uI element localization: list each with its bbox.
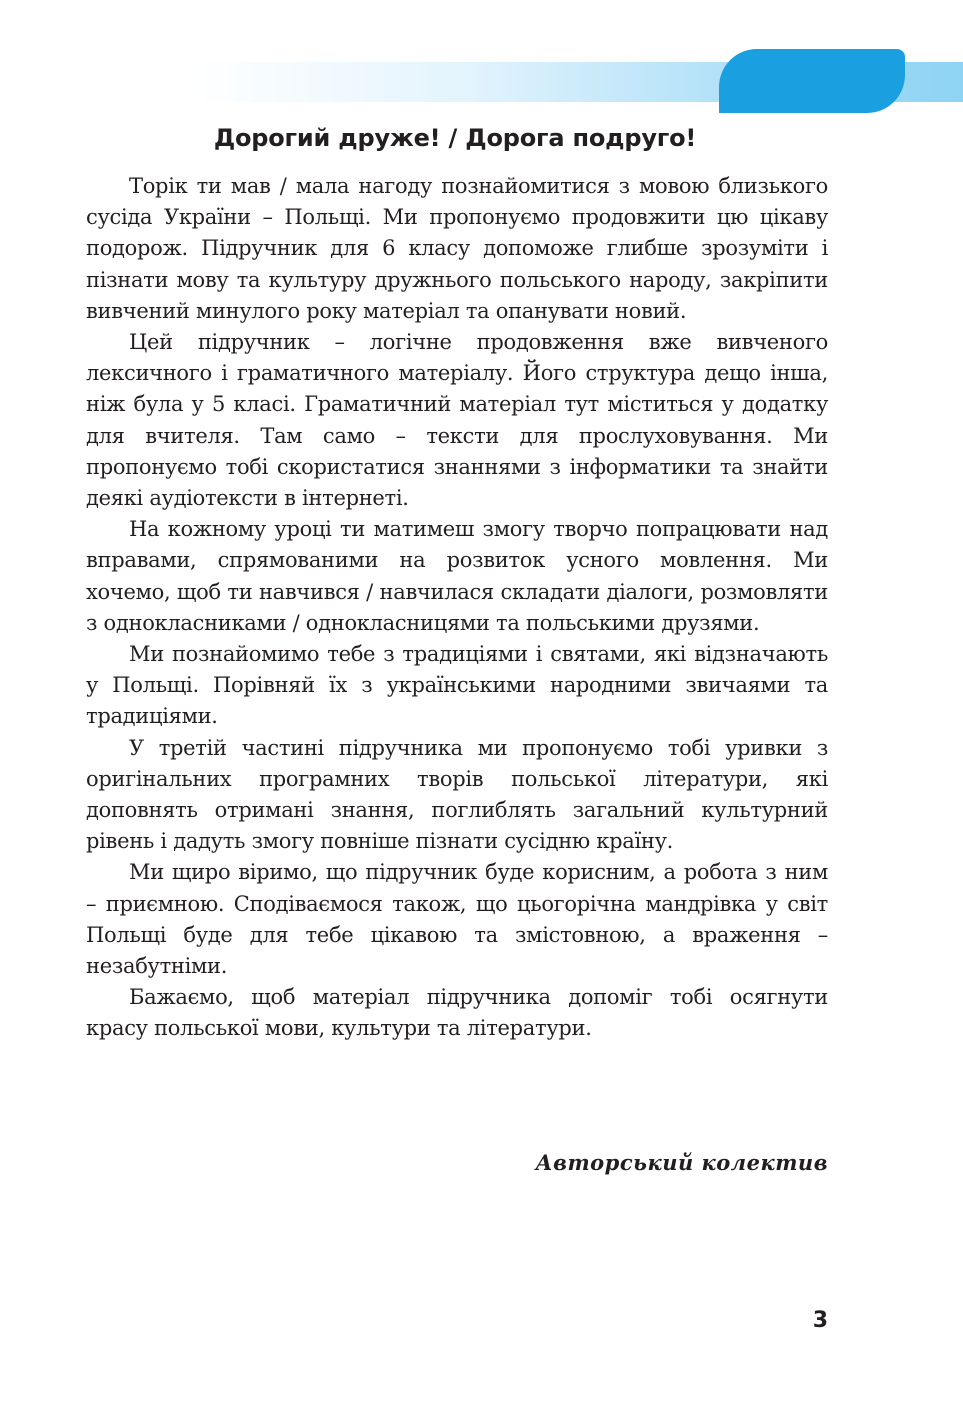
- signature: Авторський колектив: [535, 1150, 828, 1175]
- paragraph-6: Ми щиро віримо, що підручник буде корисним, а робота з ним – приємною. Сподіваємося також, що цьогорічна мандрівка у світ Польщі буде для тебе цікавою та змістовною, а враження – незабутніми.: [86, 860, 828, 979]
- page-number: 3: [812, 1308, 828, 1333]
- body-text: [86, 171, 828, 1045]
- paragraph-7: Бажаємо, щоб матеріал підручника допоміг тобі осягнути красу польської мови, культури та літератури.: [86, 985, 828, 1041]
- paragraph-2: Цей підручник – логічне продовження вже вивченого лексичного і граматичного матеріалу. Його структура дещо інша, ніж була у 5 класі. Граматичний матеріал тут міститься у додатку для вчителя. Там само – тексти для прослуховування. Ми пропонуємо тобі скористатися знаннями з інформатики та знайти деякі аудіотексти в інтернеті.: [86, 330, 828, 511]
- page-title: Дорогий друже! / Дорога подруго!: [213, 124, 697, 152]
- paragraph-5: У третій частині підручника ми пропонуємо тобі уривки з оригінальних програмних творів польської літератури, які доповнять отримані знання, поглиблять загальний культурний рівень і дадуть змогу повніше пізнати сусідню країну.: [86, 735, 828, 854]
- paragraph-3: На кожному уроці ти матимеш змогу творчо попрацювати над вправами, спрямованими на розвиток усного мовлення. Ми хочемо, щоб ти навчився / навчилася складати діалоги, розмовляти з однокласниками / однокласницями та польськими друзями.: [86, 517, 828, 635]
- paragraph-1: Торік ти мав / мала нагоду познайомитися з мовою близького сусіда України – Польщі. Ми пропонуємо продовжити цю цікаву подорож. Підручник для 6 класу допоможе глибше зрозуміти і пізнати мову та культуру дружнього польського народу, закріпити вивчений минулого року матеріал та опанувати новий.: [86, 174, 828, 323]
- header-tab-shape: [719, 49, 905, 113]
- paragraph-4: Ми познайомимо тебе з традиціями і святами, які відзначають у Польщі. Порівняй їх з українськими народними звичаями та традиціями.: [86, 642, 828, 729]
